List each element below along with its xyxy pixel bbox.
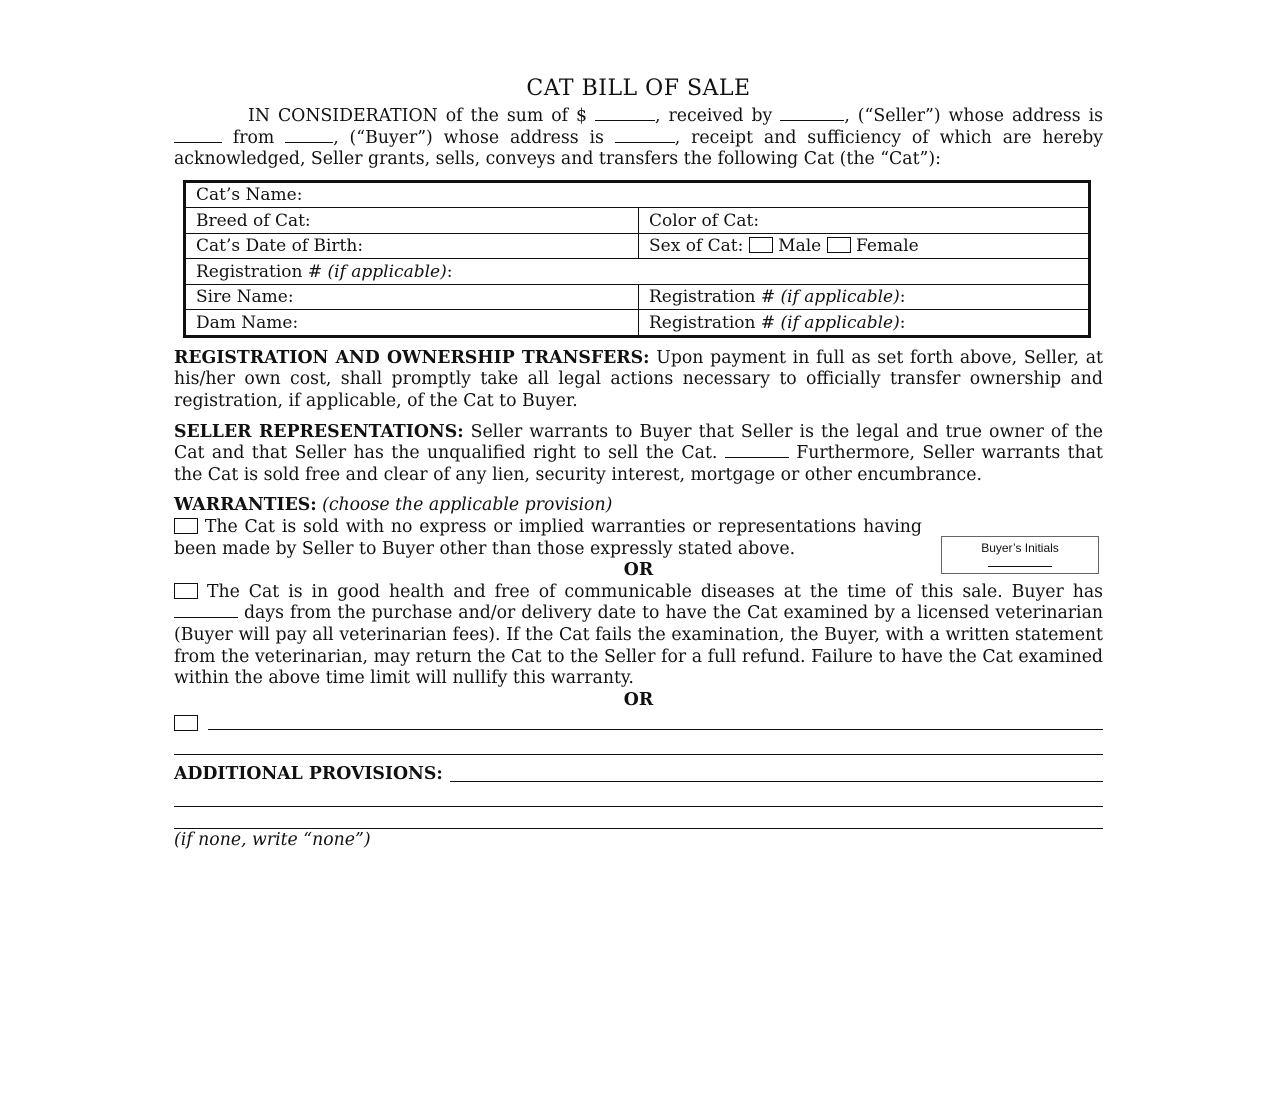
- warranty-option-3-line[interactable]: [208, 729, 1103, 730]
- additional-provisions-line-3[interactable]: [174, 828, 1103, 829]
- warranty-option-3-checkbox[interactable]: [174, 715, 198, 731]
- warranty-option-1-checkbox[interactable]: [174, 518, 198, 534]
- sex-cell: [639, 233, 1090, 259]
- intro-text-5: , (“Buyer”) whose address is: [333, 127, 604, 148]
- sire-registration-cell[interactable]: [639, 284, 1090, 310]
- buyers-initials-label: Buyer’s Initials: [981, 540, 1059, 555]
- registration-heading: REGISTRATION AND OWNERSHIP TRANSFERS:: [174, 347, 650, 368]
- days-blank[interactable]: [174, 603, 238, 618]
- registration-body: Upon payment in full as set forth above, Seller, at his/her own cost, shall promptly take all legal actions necessary to officially transfer ownership and registration, if applicable, of the Cat to Buyer.: [174, 347, 1104, 411]
- intro-text-3: , (“Seller”) whose address is: [844, 106, 1104, 126]
- table-row: [185, 284, 1090, 310]
- breed-cell[interactable]: [185, 208, 639, 234]
- warranty-option-1-text: [174, 517, 922, 560]
- female-checkbox[interactable]: [827, 237, 851, 253]
- intro-paragraph: [174, 106, 1103, 171]
- sire-cell[interactable]: [185, 284, 639, 310]
- option-2-text-b: days from the purchase and/or delivery date to have the Cat examined by a licensed veterinarian (Buyer will pay all veterinarian fees). If the Cat fails the examination, the Buyer, with a written statement from the veterinarian, may return the Cat to the Seller for a full refund. Failure to have the Cat examined within the above time limit will nullify this warranty.: [174, 603, 1104, 689]
- seller-initials-blank[interactable]: [725, 443, 789, 458]
- if-none-note: [174, 830, 1103, 852]
- warranty-option-2-checkbox[interactable]: [174, 583, 198, 599]
- color-label: Color of Cat:: [649, 210, 760, 231]
- warranty-option-3-line-2[interactable]: [174, 754, 1103, 755]
- cats-name-label: Cat’s Name:: [196, 185, 303, 206]
- warranty-option-1: [174, 517, 1103, 560]
- male-checkbox[interactable]: [749, 237, 773, 253]
- buyers-initials-box[interactable]: [941, 536, 1099, 574]
- buyers-initials-line: [988, 566, 1052, 567]
- table-row: [185, 233, 1090, 259]
- colon: :: [899, 312, 906, 333]
- buyer-name-blank[interactable]: [285, 128, 333, 143]
- option-1-text: The Cat is sold with no express or implied warranties or representations having been made by Seller to Buyer other than those expressly stated above.: [174, 516, 922, 559]
- seller-name-blank[interactable]: [780, 106, 844, 121]
- cats-name-cell[interactable]: [185, 181, 1090, 208]
- breed-label: Breed of Cat:: [196, 210, 311, 231]
- or-divider: OR: [623, 689, 654, 710]
- bill-of-sale-page: [174, 76, 1103, 852]
- if-applicable-note: (if applicable): [780, 287, 900, 308]
- male-label: Male: [778, 236, 822, 257]
- registration-cell[interactable]: [185, 259, 1090, 285]
- warranties-heading: WARRANTIES:: [174, 495, 317, 516]
- colon: :: [446, 261, 453, 282]
- sum-blank[interactable]: [595, 106, 655, 121]
- spacer: [174, 807, 1103, 828]
- warranty-option-3: [174, 711, 1103, 733]
- additional-provisions-row: [174, 763, 1103, 785]
- if-applicable-note: (if applicable): [780, 312, 900, 333]
- dob-cell[interactable]: [185, 233, 639, 259]
- seller-reps-body-1: Seller warrants to Buyer that Seller is the legal and true owner of the Cat and that Seller has the unqualified right to sell the Cat.: [174, 421, 1104, 464]
- intro-text-1: IN CONSIDERATION of the sum of $: [248, 106, 588, 126]
- seller-address-blank[interactable]: [174, 128, 222, 143]
- dam-cell[interactable]: [185, 310, 639, 337]
- registration-section: [174, 348, 1103, 413]
- option-2-text-a: The Cat is in good health and free of communicable diseases at the time of this sale. Buyer has: [206, 581, 1104, 602]
- sire-label: Sire Name:: [196, 287, 294, 308]
- dam-registration-cell[interactable]: [639, 310, 1090, 337]
- colon: :: [899, 287, 906, 308]
- table-row: [185, 310, 1090, 337]
- registration-label: Registration #: [649, 287, 776, 308]
- registration-label: Registration #: [649, 312, 776, 333]
- color-cell[interactable]: [639, 208, 1090, 234]
- table-row: [185, 181, 1090, 208]
- if-none-text: (if none, write “none”): [174, 830, 371, 851]
- dob-label: Cat’s Date of Birth:: [196, 236, 364, 257]
- warranties-heading-row: [174, 495, 1103, 517]
- intro-text-2: , received by: [655, 106, 773, 126]
- intro-text-6: , receipt and sufficiency of which are hereby acknowledged, Seller grants, sells, conveys and transfers the following Cat (the “Cat”):: [174, 127, 1104, 170]
- seller-reps-body-2: Furthermore, Seller warrants that the Cat is sold free and clear of any lien, security interest, mortgage or other encumbrance.: [174, 443, 1103, 485]
- warranty-option-2: [174, 582, 1103, 690]
- table-row: [185, 208, 1090, 234]
- seller-reps-heading: SELLER REPRESENTATIONS:: [174, 421, 464, 442]
- table-row: [185, 259, 1090, 285]
- warranties-subheading: (choose the applicable provision): [322, 495, 613, 516]
- page-title: CAT BILL OF SALE: [526, 76, 751, 101]
- buyer-address-blank[interactable]: [615, 128, 675, 143]
- registration-label: Registration #: [196, 261, 323, 282]
- female-label: Female: [856, 236, 919, 257]
- spacer: [174, 785, 1103, 806]
- if-applicable-note: (if applicable): [327, 261, 447, 282]
- intro-text-4: from: [232, 127, 275, 148]
- additional-provisions-heading: ADDITIONAL PROVISIONS:: [174, 763, 443, 784]
- or-divider: OR: [623, 560, 654, 581]
- dam-label: Dam Name:: [196, 312, 299, 333]
- spacer: [174, 733, 1103, 754]
- cat-details-table: [183, 180, 1091, 338]
- sex-label: Sex of Cat:: [649, 236, 744, 257]
- additional-provisions-line[interactable]: [450, 781, 1103, 782]
- seller-representations-section: [174, 422, 1103, 487]
